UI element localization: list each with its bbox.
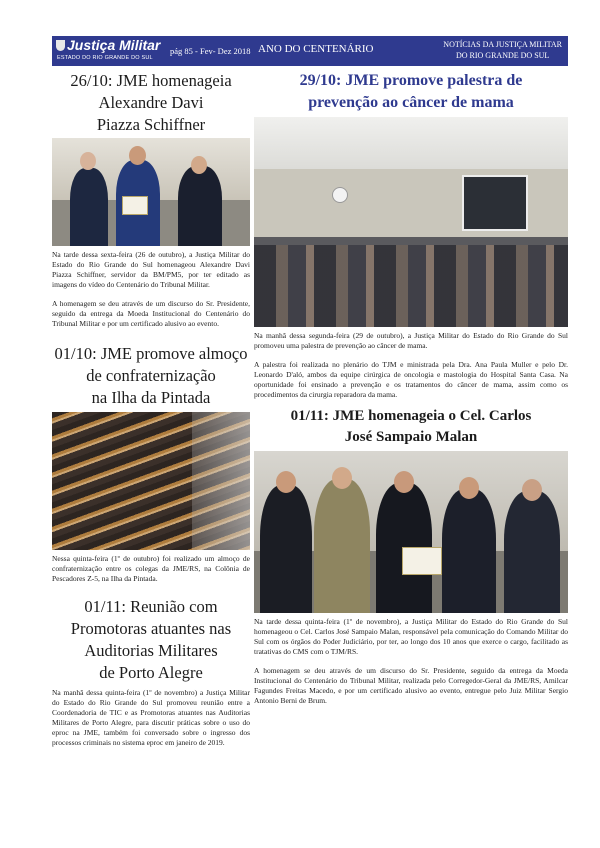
article-text: Na manhã dessa segunda-feira (29 de outubro), a Justiça Militar do Estado do Rio Grande do Sul promoveu uma palestra de prevenção ao câncer de mama.: [254, 331, 568, 350]
right-column: [254, 70, 568, 706]
article-title: [52, 596, 250, 684]
title-line: Promotoras atuantes nas: [70, 619, 232, 638]
title-line: prevenção ao câncer de mama: [308, 94, 514, 111]
article-title: [254, 406, 568, 448]
logo-subtitle: ESTADO DO RIO GRANDE DO SUL: [57, 55, 153, 61]
title-line: 29/10: JME promove palestra de: [299, 72, 523, 89]
section-title-line1: NOTÍCIAS DA JUSTIÇA MILITAR: [443, 40, 562, 49]
title-line: 01/11: JME homenageia o Cel. Carlos: [290, 408, 532, 424]
title-line: Auditorias Militares: [84, 641, 218, 660]
shield-icon: [56, 40, 65, 51]
article-text: A homenagem se deu através de um discurso do Sr. Presidente, seguido da entrega da Moeda Institucional do Centenário do Tribunal Militar e por um certificado alusivo ao evento.: [52, 299, 250, 328]
title-line: de confraternização: [86, 366, 216, 385]
title-line: de Porto Alegre: [99, 663, 203, 682]
title-line: Alexandre Davi: [98, 93, 204, 112]
article-title: [52, 343, 250, 409]
justica-militar-logo: [56, 37, 161, 65]
article-text: Na manhã dessa quinta-feira (1º de novembro) a Justiça Militar do Estado do Rio Grande do Sul promoveu reunião entre a Coordenadoria de TIC e as Promotoras atuantes nas Auditorias Militares de Porto Alegre, para discutir práticas sobre o uso do eproc na JME, também foi conversado sobre o ingresso dos processos criminais no sistema eproc em janeiro de 2019.: [52, 688, 250, 747]
title-line: na Ilha da Pintada: [91, 388, 211, 407]
article-text: A homenagem se deu através de um discurso do Sr. Presidente, seguido da entrega da Moeda Institucional do Centenário do Tribunal Militar, realizada pelo Corregedor-Geral da JME/RS, Amilcar Fagundes Freitas Macedo, e por um certificado alusivo ao evento, entregue pelo Juiz Militar Sergio Antonio Berni de Brum.: [254, 666, 568, 705]
article-photo-malan: [254, 451, 568, 613]
article-photo-barbecue: [52, 412, 250, 550]
title-line: José Sampaio Malan: [344, 429, 478, 445]
centenary-label: ANO DO CENTENÁRIO: [258, 43, 374, 55]
page-info: pág 85 - Fev- Dez 2018: [170, 46, 251, 56]
page-header: [52, 36, 568, 66]
title-line: 01/11: Reunião com: [84, 597, 218, 616]
article-photo-lecture: [254, 117, 568, 327]
logo-name: Justiça Militar: [67, 37, 161, 53]
article-text: Nessa quinta-feira (1º de outubro) foi realizado um almoço de confraternização entre os colegas da JME/RS, na Colônia de Pescadores Z-5, na Ilha da Pintada.: [52, 554, 250, 583]
article-text: Na tarde dessa sexta-feira (26 de outubro), a Justiça Militar do Estado do Rio Grande do Sul homenageou Alexandre Davi Piazza Schiffner, servidor da BM/PM5, por ter editado as imagens do vídeo do Centenário do Tribunal Militar.: [52, 250, 250, 289]
title-line: 26/10: JME homenageia: [70, 71, 232, 90]
article-text: Na tarde dessa quinta-feira (1º de novembro), a Justiça Militar do Estado do Rio Grande do Sul homenageou o Cel. Carlos José Sampaio Malan, responsável pela comunicação do Comando Militar do Sul com os órgãos do Poder Judiciário, por ter, ao longo dos 10 anos que exerce o cargo, facilitado as tratativas do CMS com o TJM/RS.: [254, 617, 568, 656]
section-title-line2: DO RIO GRANDE DO SUL: [455, 51, 550, 60]
title-line: 01/10: JME promove almoço: [54, 344, 248, 363]
article-title: [254, 70, 568, 114]
section-title: [443, 39, 562, 61]
title-line: Piazza Schiffner: [96, 115, 206, 134]
left-column: [52, 70, 250, 748]
article-text: A palestra foi realizada no plenário do TJM e ministrada pela Dra. Ana Paula Muller e pelo Dr. Leonardo D'aló, ambos da equipe cirúrgica de oncologia e mastologia do Hospital Santa Casa. Na oportunidade foi ensinado a prevenção e os tratamentos do câncer de mama, assim como os procedimentos da cirurgia reparadora da mama.: [254, 360, 568, 399]
article-title: [52, 70, 250, 136]
article-photo-schiffner: [52, 138, 250, 246]
